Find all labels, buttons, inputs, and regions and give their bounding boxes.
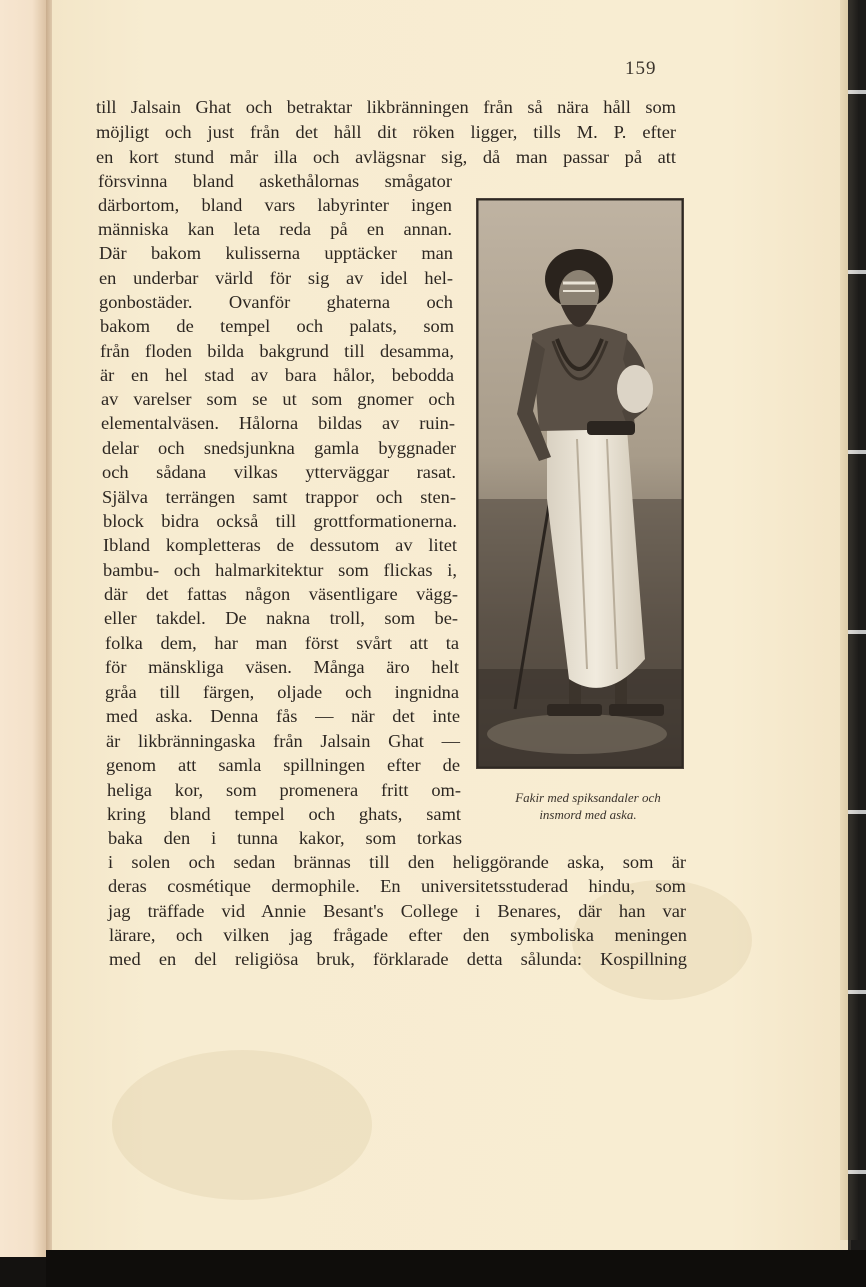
text-line: är en hel stad av bara hålor, bebodda [100,365,454,385]
text-line: jag träffade vid Annie Besant's College i Benares, där han var [108,901,686,921]
text-line: gonbostäder. Ovanför ghaterna och [99,292,453,312]
text-line: bambu- och halmarkitektur som flickas i, [103,560,457,580]
text-line: kring bland tempel och ghats, samt [107,804,461,824]
text-line: av varelser som se ut som gnomer och [101,389,455,409]
text-line: är likbränningaska från Jalsain Ghat — [106,731,460,751]
background-strip [848,0,866,1287]
text-line: till Jalsain Ghat och betraktar likbränningen från så nära håll som [96,97,676,117]
text-line: och sådana vilkas ytterväggar rasat. [102,462,456,482]
text-line: möjligt och just från det håll dit röken ligger, tills M. P. efter [96,122,676,142]
text-line: delar och snedsjunkna gamla byggnader [102,438,456,458]
text-line: där det fattas någon väsentligare vägg- [104,584,458,604]
text-line: eller takdel. De nakna troll, som be- [104,608,458,628]
text-line: med en del religiösa bruk, förklarade detta sålunda: Kospillning [109,949,687,969]
text-line: därbortom, bland vars labyrinter ingen [98,195,452,215]
left-page-edge [0,0,47,1257]
text-line: lärare, och vilken jag frågade efter den symboliska meningen [109,925,687,945]
page-number: 159 [625,58,657,79]
photo-caption-line-2: insmord med aska. [539,807,637,822]
photo-caption-line-1: Fakir med spiksandaler och [515,790,661,805]
text-line: block bidra också till grottformationerna. [103,511,457,531]
text-line: med aska. Denna fås — när det inte [106,706,460,726]
text-line: baka den i tunna kakor, som torkas [108,828,462,848]
text-line: en kort stund mår illa och avlägsnar sig, då man passar på att [96,147,676,167]
text-line: genom att samla spillningen efter de [106,755,460,775]
text-line: människa kan leta reda på en annan. [98,219,452,239]
text-line: i solen och sedan brännas till den heliggörande aska, som är [108,852,686,872]
text-line: från floden bilda bakgrund till desamma, [100,341,454,361]
text-line: heliga kor, som promenera fritt om- [107,780,461,800]
text-line: för mänskliga väsen. Många äro helt [105,657,459,677]
text-line: Där bakom kulisserna upptäcker man [99,243,453,263]
text-line: försvinna bland askethålornas smågator [98,171,452,191]
text-line: folka dem, har man först svårt att ta [105,633,459,653]
text-line: en underbar värld för sig av idel hel- [99,268,453,288]
fakir-photograph [476,198,684,769]
bottom-shadow [46,1250,866,1287]
text-line: deras cosmétique dermophile. En universitetsstuderad hindu, som [108,876,686,896]
text-line: elementalväsen. Hålorna bildas av ruin- [101,413,455,433]
text-line: Ibland kompletteras de dessutom av litet [103,535,457,555]
text-line: bakom de tempel och palats, som [100,316,454,336]
text-line: gråa till färgen, oljade och ingnidna [105,682,459,702]
text-line: Själva terrängen samt trappor och sten- [102,487,456,507]
